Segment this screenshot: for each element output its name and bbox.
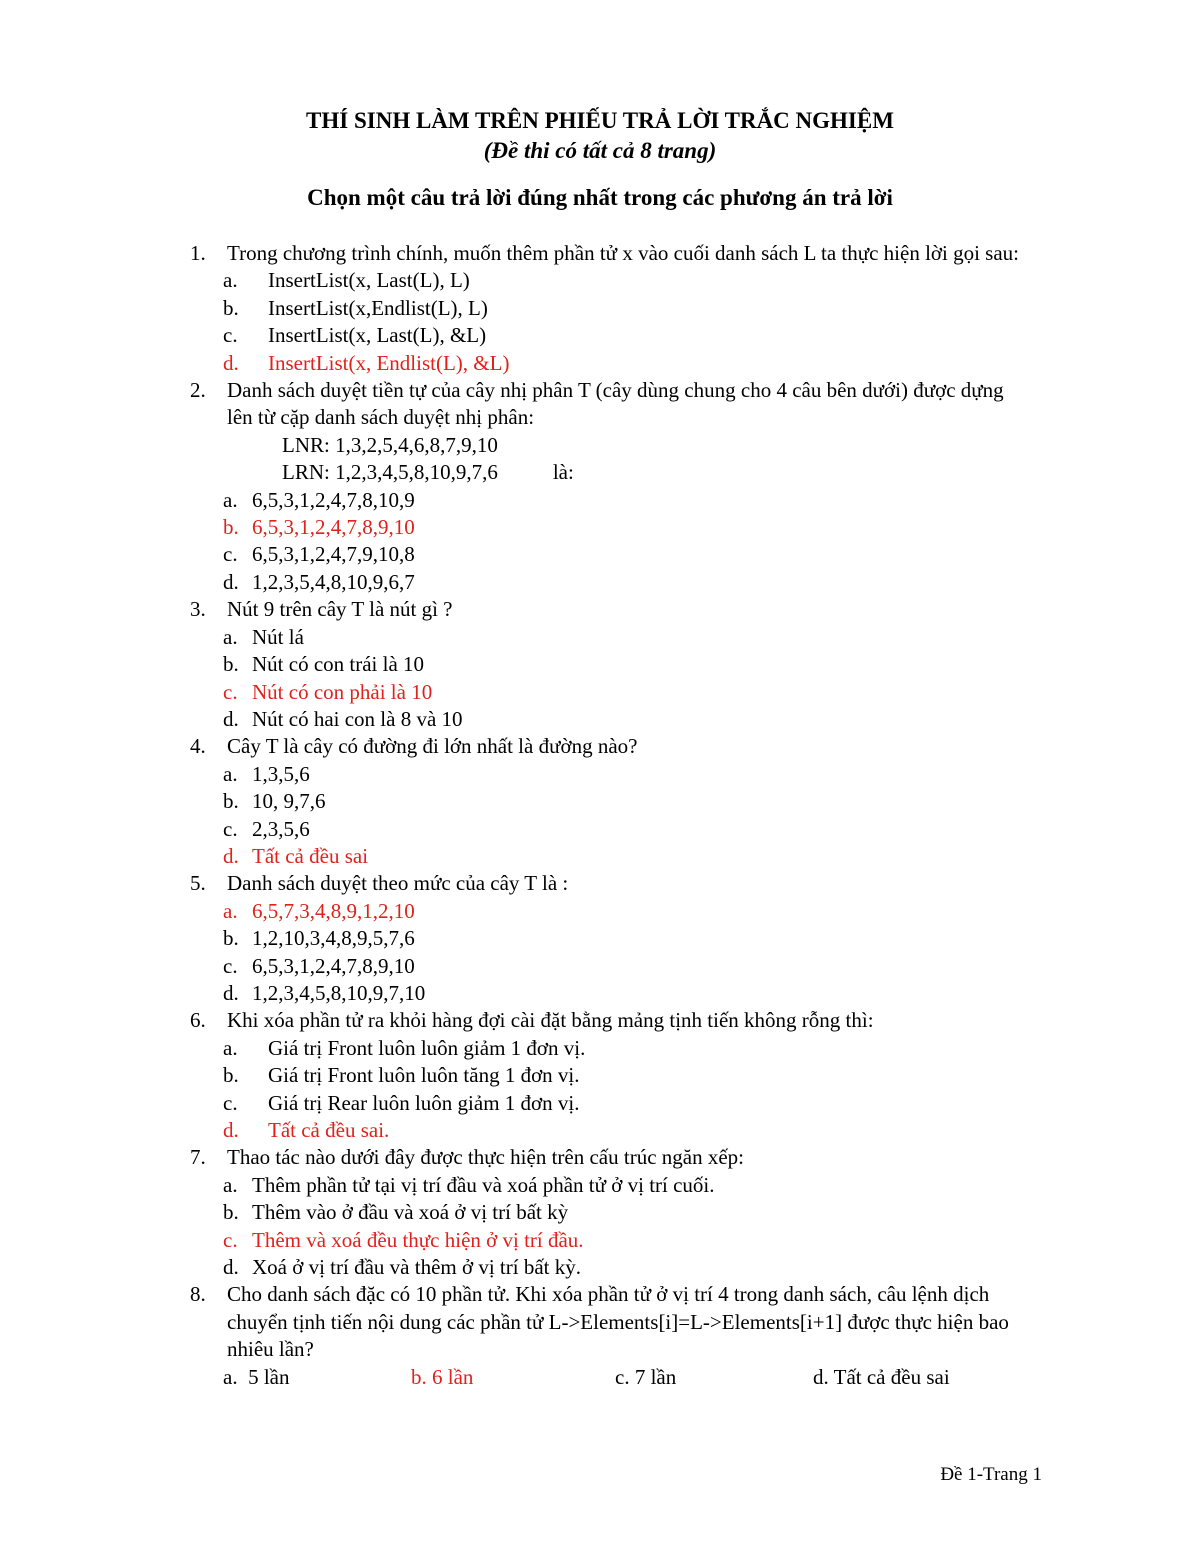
answer-option-text: Giá trị Front luôn luôn giảm 1 đơn vị. — [268, 1035, 586, 1060]
question-number: 6. — [190, 1008, 206, 1033]
question-text: Danh sách duyệt theo mức của cây T là : — [227, 871, 569, 896]
answer-option — [223, 1199, 1020, 1226]
answer-option-text: 2,3,5,6 — [252, 816, 310, 841]
traversal-sequence — [227, 459, 1020, 486]
traversal-sequence-tail: là: — [552, 460, 574, 485]
answer-option — [223, 761, 1020, 788]
exam-subtitle: (Đề thi có tất cả 8 trang) — [483, 138, 717, 163]
answer-option — [223, 1364, 289, 1391]
answer-option-letter: b. — [411, 1364, 427, 1389]
answer-option-letter: b. — [223, 295, 239, 320]
answer-option-letter: a. — [223, 1172, 238, 1197]
answer-option — [223, 925, 1020, 952]
answer-option — [223, 953, 1020, 980]
answer-option — [223, 624, 1020, 651]
answer-option — [615, 1364, 676, 1391]
answer-option — [223, 1090, 1020, 1117]
answer-options — [223, 624, 1020, 734]
page-footer: Đề 1-Trang 1 — [940, 1464, 1042, 1485]
answer-option-text: 6,5,7,3,4,8,9,1,2,10 — [252, 898, 415, 923]
question-number: 4. — [190, 734, 206, 759]
answer-option-letter: d. — [223, 1118, 239, 1142]
answer-option-text: 6,5,3,1,2,4,7,9,10,8 — [252, 542, 415, 567]
answer-option-text: Nút có con phải là 10 — [252, 679, 433, 704]
question-text: Cây T là cây có đường đi lớn nhất là đường nào? — [227, 734, 638, 759]
answer-option-letter: c. — [223, 953, 238, 978]
answer-option-letter: b. — [223, 652, 239, 677]
answer-options — [223, 267, 1020, 377]
answer-option-text: 10, 9,7,6 — [252, 789, 326, 814]
answer-option-text: 1,2,3,4,5,8,10,9,7,10 — [252, 980, 426, 1005]
answer-option — [223, 1117, 1020, 1144]
answer-option-letter: c. — [223, 323, 238, 348]
answer-option-text: Nút có con trái là 10 — [252, 652, 425, 677]
question-text: Nút 9 trên cây T là nút gì ? — [227, 597, 453, 622]
answer-option-text: Thêm và xoá đều thực hiện ở vị trí đầu. — [252, 1227, 584, 1252]
answer-option-text: Xoá ở vị trí đầu và thêm ở vị trí bất kỳ. — [252, 1255, 581, 1280]
traversal-sequence — [227, 432, 1020, 459]
answer-option-letter: b. — [223, 926, 239, 951]
answer-option — [223, 706, 1020, 733]
answer-options-inline — [223, 1364, 1020, 1391]
answer-option-letter: c. — [223, 542, 238, 567]
answer-option-letter: a. — [223, 487, 238, 512]
answer-option-text: 5 lần — [248, 1364, 290, 1389]
answer-option-text: 6,5,3,1,2,4,7,8,10,9 — [252, 487, 415, 512]
answer-option — [223, 843, 1020, 870]
answer-option-letter: a. — [223, 624, 238, 649]
answer-option-letter: a. — [223, 898, 238, 923]
answer-option — [223, 1254, 1020, 1281]
answer-option-letter: b. — [223, 515, 239, 540]
question-number: 1. — [190, 241, 206, 265]
question-8 — [190, 1281, 1020, 1391]
answer-option-letter: c. — [223, 1090, 238, 1115]
exam-title: THÍ SINH LÀM TRÊN PHIẾU TRẢ LỜI TRẮC NGHIỆM — [306, 108, 894, 133]
answer-option-text: Tất cả đều sai. — [268, 1118, 390, 1142]
answer-options — [223, 487, 1020, 597]
answer-option-letter: b. — [223, 1063, 239, 1088]
answer-option — [223, 1035, 1020, 1062]
question-list — [190, 240, 1020, 1391]
answer-option-text: 1,2,3,5,4,8,10,9,6,7 — [252, 569, 415, 594]
answer-option-text: InsertList(x, Endlist(L), &L) — [268, 350, 510, 375]
question-6 — [190, 1007, 1020, 1144]
question-number: 3. — [190, 597, 206, 622]
question-text: Danh sách duyệt tiền tự của cây nhị phân T (cây dùng chung cho 4 câu bên dưới) được dựng lên từ cặp danh sách duyệt nhị phân: — [227, 378, 1004, 430]
answer-options — [223, 1172, 1020, 1282]
answer-option — [223, 569, 1020, 596]
answer-options — [223, 761, 1020, 871]
answer-option-letter: c. — [223, 816, 238, 841]
answer-option-letter: a. — [223, 1364, 238, 1389]
answer-option-text: Thêm vào ở đầu và xoá ở vị trí bất kỳ — [252, 1200, 569, 1225]
answer-option — [223, 487, 1020, 514]
question-7 — [190, 1144, 1020, 1281]
question-1 — [190, 240, 1020, 377]
question-number: 5. — [190, 871, 206, 896]
answer-option — [223, 651, 1020, 678]
answer-option — [223, 267, 1020, 294]
answer-option-text: Tất cả đều sai — [833, 1364, 950, 1389]
question-text: Cho danh sách đặc có 10 phần tử. Khi xóa phần tử ở vị trí 4 trong danh sách, câu lệnh dịch chuyển tịnh tiến nội dung các phần tử L->Elements[i]=L->Elements[i+1] được thực hiện bao nhiêu lần? — [227, 1282, 1009, 1362]
question-text: Trong chương trình chính, muốn thêm phần tử x vào cuối danh sách L ta thực hiện lời gọi sau: — [227, 241, 1020, 265]
question-2 — [190, 377, 1020, 596]
answer-option-text: InsertList(x, Last(L), &L) — [268, 323, 487, 348]
answer-option — [223, 514, 1020, 541]
answer-option-letter: d. — [223, 1255, 239, 1280]
answer-option — [411, 1364, 473, 1391]
answer-option — [223, 679, 1020, 706]
answer-option-letter: d. — [813, 1364, 829, 1389]
answer-option-letter: d. — [223, 350, 239, 375]
answer-option-text: Giá trị Front luôn luôn tăng 1 đơn vị. — [268, 1063, 580, 1088]
question-3 — [190, 596, 1020, 733]
answer-option-text: InsertList(x, Last(L), L) — [268, 268, 470, 293]
answer-option — [223, 541, 1020, 568]
question-number: 8. — [190, 1282, 206, 1307]
answer-option — [223, 898, 1020, 925]
answer-option — [223, 350, 1020, 377]
answer-option-text: 6,5,3,1,2,4,7,8,9,10 — [252, 515, 415, 540]
question-text: Thao tác nào dưới đây được thực hiện trên cấu trúc ngăn xếp: — [227, 1145, 745, 1170]
question-4 — [190, 733, 1020, 870]
answer-option-text: Nút lá — [252, 624, 304, 649]
answer-option — [223, 322, 1020, 349]
question-5 — [190, 870, 1020, 1007]
answer-option-letter: c. — [223, 1227, 238, 1252]
answer-option-text: Nút có hai con là 8 và 10 — [252, 706, 463, 731]
answer-option-text: Giá trị Rear luôn luôn giảm 1 đơn vị. — [268, 1090, 580, 1115]
answer-option-letter: a. — [223, 761, 238, 786]
answer-option-text: 1,2,10,3,4,8,9,5,7,6 — [252, 926, 415, 951]
answer-option — [223, 980, 1020, 1007]
question-text: Khi xóa phần tử ra khỏi hàng đợi cài đặt bằng mảng tịnh tiến không rỗng thì: — [227, 1008, 874, 1033]
answer-option-letter: d. — [223, 569, 239, 594]
question-number: 7. — [190, 1145, 206, 1170]
answer-option-letter: d. — [223, 843, 239, 868]
answer-option — [813, 1364, 950, 1391]
answer-option-letter: a. — [223, 268, 238, 293]
answer-option — [223, 788, 1020, 815]
answer-option-letter: a. — [223, 1035, 238, 1060]
answer-option-letter: c. — [223, 679, 238, 704]
answer-option-text: Tất cả đều sai — [252, 843, 369, 868]
answer-option-letter: b. — [223, 1200, 239, 1225]
answer-option — [223, 1227, 1020, 1254]
answer-option — [223, 816, 1020, 843]
answer-option-letter: d. — [223, 706, 239, 731]
answer-option-text: 6,5,3,1,2,4,7,8,9,10 — [252, 953, 415, 978]
answer-option-letter: b. — [223, 789, 239, 814]
traversal-sequence-text: LNR: 1,3,2,5,4,6,8,7,9,10 — [282, 432, 498, 457]
answer-options — [223, 1035, 1020, 1145]
exam-instruction: Chọn một câu trả lời đúng nhất trong các phương án trả lời — [307, 185, 893, 210]
traversal-sequence-text: LRN: 1,2,3,4,5,8,10,9,7,6 — [282, 460, 498, 485]
answer-option-text: 7 lần — [634, 1364, 677, 1389]
answer-options — [223, 898, 1020, 1008]
answer-option-text: InsertList(x,Endlist(L), L) — [268, 295, 488, 320]
answer-option — [223, 1172, 1020, 1199]
question-number: 2. — [190, 378, 206, 403]
answer-option-letter: d. — [223, 980, 239, 1005]
answer-option-text: 6 lần — [432, 1364, 474, 1389]
answer-option-text: Thêm phần tử tại vị trí đầu và xoá phần tử ở vị trí cuối. — [252, 1172, 715, 1197]
answer-option — [223, 295, 1020, 322]
answer-option-text: 1,3,5,6 — [252, 761, 310, 786]
answer-option-letter: c. — [615, 1364, 630, 1389]
answer-option — [223, 1062, 1020, 1089]
